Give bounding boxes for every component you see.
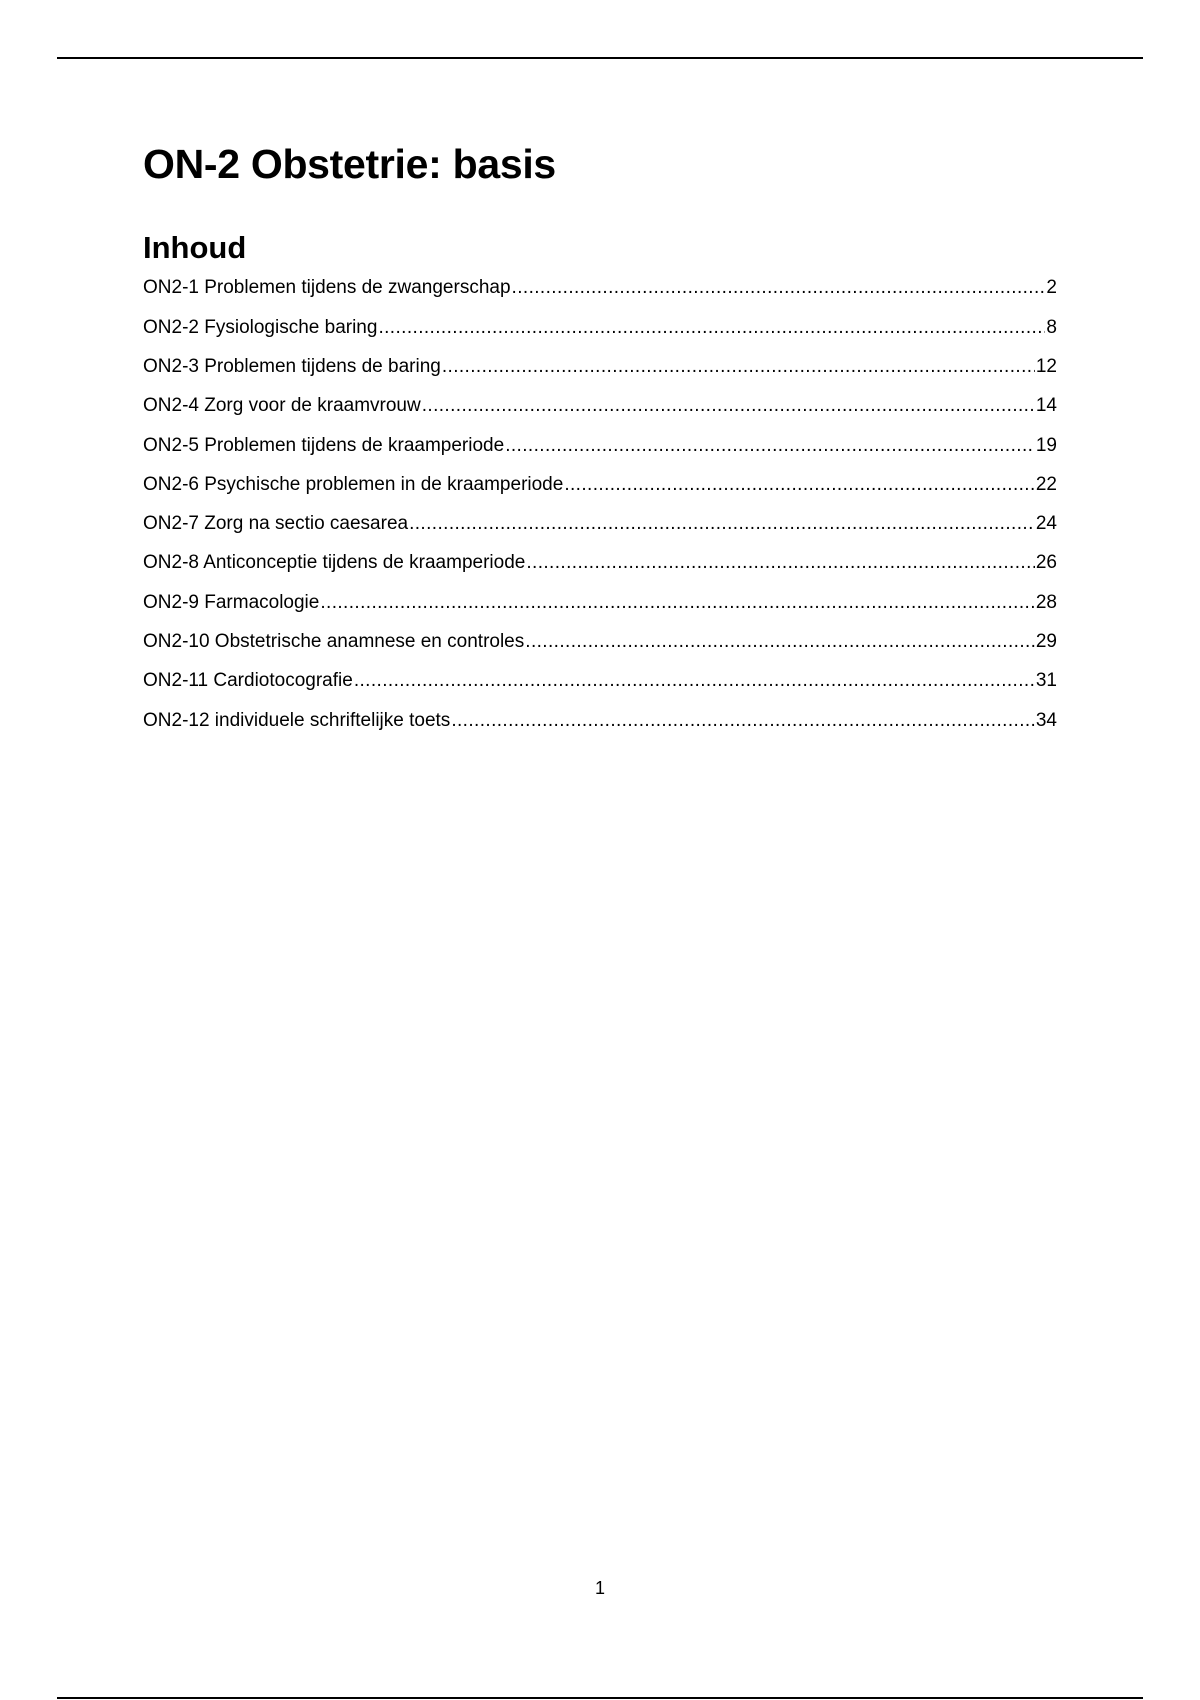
toc-entry-label: ON2-11 Cardiotocografie <box>143 670 353 692</box>
toc-entry[interactable] <box>143 436 1057 475</box>
toc-entry-label: ON2-10 Obstetrische anamnese en controles <box>143 631 525 653</box>
toc-entry[interactable] <box>143 553 1057 592</box>
toc-entry-label: ON2-4 Zorg voor de kraamvrouw <box>143 395 421 417</box>
toc-dot-leader <box>451 711 1035 730</box>
toc-entry[interactable] <box>143 711 1057 750</box>
toc-entry-page-number: 19 <box>1035 434 1057 456</box>
toc-heading: Inhoud <box>143 230 247 266</box>
toc-entry-label: ON2-12 individuele schriftelijke toets <box>143 709 451 731</box>
toc-entry-page-number: 8 <box>1046 316 1057 338</box>
toc-entry-page-number: 24 <box>1035 513 1057 535</box>
toc-entry[interactable] <box>143 396 1057 435</box>
toc-entry-page-number: 14 <box>1035 395 1057 417</box>
toc-dot-leader <box>525 632 1035 651</box>
toc-entry[interactable] <box>143 671 1057 710</box>
toc-entry-label: ON2-7 Zorg na sectio caesarea <box>143 513 409 535</box>
toc-entry-page-number: 29 <box>1035 631 1057 653</box>
toc-entry-label: ON2-1 Problemen tijdens de zwangerschap <box>143 277 511 299</box>
toc-entry-page-number: 22 <box>1035 473 1057 495</box>
page-number: 1 <box>594 1578 605 1598</box>
toc-entry-label: ON2-9 Farmacologie <box>143 591 320 613</box>
toc-entry-page-number: 28 <box>1035 591 1057 613</box>
toc-entry[interactable] <box>143 278 1057 317</box>
toc-dot-leader <box>409 514 1035 533</box>
toc-entry[interactable] <box>143 514 1057 553</box>
toc-dot-leader <box>422 396 1035 415</box>
header-rule <box>57 57 1143 59</box>
toc-dot-leader <box>320 593 1035 612</box>
toc-dot-leader <box>442 357 1035 376</box>
toc-entry-page-number: 26 <box>1035 552 1057 574</box>
toc-entry[interactable] <box>143 632 1057 671</box>
toc-dot-leader <box>354 671 1035 690</box>
toc-entry-label: ON2-8 Anticonceptie tijdens de kraamperiode <box>143 552 526 574</box>
footer-rule <box>57 1697 1143 1699</box>
toc-entry[interactable] <box>143 593 1057 632</box>
toc-entry-page-number: 34 <box>1035 709 1057 731</box>
document-title: ON-2 Obstetrie: basis <box>143 141 556 187</box>
toc-entry-label: ON2-2 Fysiologische baring <box>143 316 378 338</box>
toc-entry[interactable] <box>143 475 1057 514</box>
toc-entry-label: ON2-3 Problemen tijdens de baring <box>143 355 441 377</box>
table-of-contents <box>143 278 1057 750</box>
toc-dot-leader <box>505 436 1035 455</box>
toc-entry-label: ON2-5 Problemen tijdens de kraamperiode <box>143 434 505 456</box>
toc-entry[interactable] <box>143 357 1057 396</box>
toc-dot-leader <box>512 278 1046 297</box>
toc-entry[interactable] <box>143 318 1057 357</box>
toc-dot-leader <box>378 318 1045 337</box>
toc-dot-leader <box>526 553 1035 572</box>
toc-entry-label: ON2-6 Psychische problemen in de kraamperiode <box>143 473 564 495</box>
toc-entry-page-number: 2 <box>1046 277 1057 299</box>
toc-entry-page-number: 12 <box>1035 355 1057 377</box>
toc-entry-page-number: 31 <box>1035 670 1057 692</box>
toc-dot-leader <box>564 475 1035 494</box>
page-content <box>143 140 1057 750</box>
